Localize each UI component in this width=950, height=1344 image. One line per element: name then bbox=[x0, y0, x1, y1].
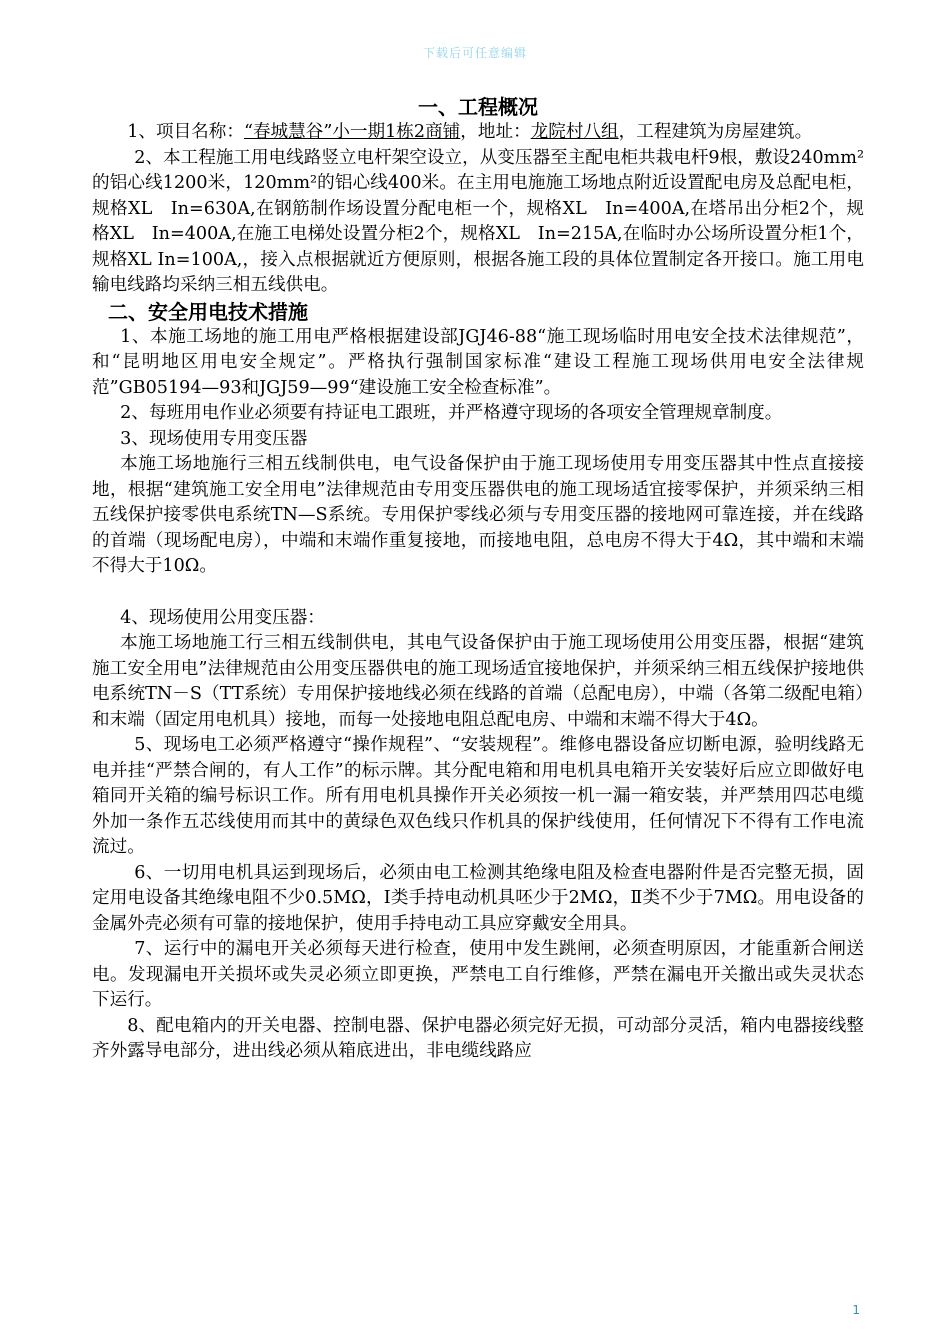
project-name-value: “春城慧谷”小一期1栋2商铺 bbox=[243, 122, 461, 142]
blank-line bbox=[92, 580, 864, 606]
address-lead: ，地址： bbox=[460, 122, 531, 142]
paragraph-insulation: 6、一切用电机具运到现场后，必须由电工检测其绝缘电阻及检查电器附件是否完整无损，固定用电设备其绝缘电阻不少0.5MΩ，Ⅰ类手持电动机具呸少于2MΩ，Ⅱ类不少于7MΩ。用电设备的金属外壳必须有可靠的接地保护，使用手持电动工具应穿戴安全用具。 bbox=[92, 862, 864, 934]
document-page bbox=[92, 94, 864, 1065]
download-watermark: 下载后可任意编辑 bbox=[422, 46, 527, 60]
paragraph-distribution-box: 8、配电箱内的开关电器、控制电器、保护电器必须完好无损，可动部分灵活，箱内电器接线整齐外露导电部分，进出线必须从箱底进出，非电缆线路应 bbox=[92, 1015, 864, 1061]
address-value: 龙院村八组 bbox=[530, 122, 619, 142]
paragraph-leakage-switch: 7、运行中的漏电开关必须每天进行检查，使用中发生跳闸，必须查明原因，才能重新合闸送电。发现漏电开关损坏或失灵必须立即更换，严禁电工自行维修，严禁在漏电开关撤出或失灵状态下运行。 bbox=[92, 939, 864, 1010]
paragraph-dedicated-transformer: 本施工场地施行三相五线制供电，电气设备保护由于施工现场使用专用变压器其中性点直接接地，根据“建筑施工安全用电”法律规范由专用变压器供电的施工现场适宜接零保护，并须采纳三相五线保护接零供电系统TN—S系统。专用保护零线必须与专用变压器的接地网可靠连接，并在线路的首端（现场配电房），中端和末端作重复接地，而接地电阻，总电房不得大于4Ω，其中端和末端不得大于10Ω。 bbox=[92, 454, 864, 576]
paragraph-dedicated-transformer-title: 3、现场使用专用变压器 bbox=[120, 428, 308, 449]
project-name-lead: 1、项目名称： bbox=[127, 122, 244, 142]
page-number: 1 bbox=[852, 1303, 860, 1317]
section-heading-2: 二、安全用电技术措施 bbox=[108, 299, 308, 324]
paragraph-standards: 1、本施工场地的施工用电严格根据建设部JGJ46-88“施工现场临时用电安全技术法律规范”，和“昆明地区用电安全规定”。严格执行强制国家标准“建设工程施工现场供用电安全法律规范”GB05194—93和JGJ59—99“建设施工安全检查标准”。 bbox=[92, 326, 864, 398]
paragraph-public-transformer: 本施工场地施工行三相五线制供电，其电气设备保护由于施工现场使用公用变压器，根据“建筑施工安全用电”法律规范由公用变压器供电的施工现场适宜接地保护，并须采纳三相五线保护接地供电系统TN－S（TT系统）专用保护接地线必须在线路的首端（总配电房），中端（各第二级配电箱）和末端（固定用电机具）接地，而每一处接地电阻总配电房、中端和末端不得大于4Ω。 bbox=[92, 633, 864, 730]
paragraph-electrician: 2、每班用电作业必须要有持证电工跟班，并严格遵守现场的各项安全管理规章制度。 bbox=[120, 403, 783, 423]
paragraph-public-transformer-title: 4、现场使用公用变压器： bbox=[120, 607, 325, 628]
project-name-tail: ，工程建筑为房屋建筑。 bbox=[618, 122, 813, 142]
paragraph-project-name bbox=[92, 120, 864, 146]
section-heading-1: 一、工程概况 bbox=[418, 95, 538, 119]
paragraph-power-lines: 2、本工程施工用电线路竖立电杆架空设立，从变压器至主配电柜共栽电杆9根，敷设240mm²的铝心线1200米，120mm²的铝心线400米。在主用电施施工场地点附近设置配电房及总配电柜，规格XL In=630A,在钢筋制作场设置分配电柜一个，规格XL In=400A,在塔吊出分柜2个，规格XL In=400A,在施工电梯处设置分柜2个，规格XL In=215A,在临时办公场所设置分柜1个，规格XL In=100A,，接入点根据就近方便原则，根据各施工段的具体位置制定各开接口。施工用电输电线路均采纳三相五线供电。 bbox=[92, 147, 865, 295]
paragraph-operating-rules: 5、现场电工必须严格遵守“操作规程”、“安装规程”。维修电器设备应切断电源，验明线路无电并挂“严禁合闸的，有人工作”的标示牌。其分配电箱和用电机具电箱开关安装好后应立即做好电箱同开关箱的编号标识工作。所有用电机具操作开关必须按一机一漏一箱安装，并严禁用四芯电缆外加一条作五芯线使用而其中的黄绿色双色线只作机具的保护线使用，任何情况下不得有工作电流流过。 bbox=[92, 735, 864, 857]
